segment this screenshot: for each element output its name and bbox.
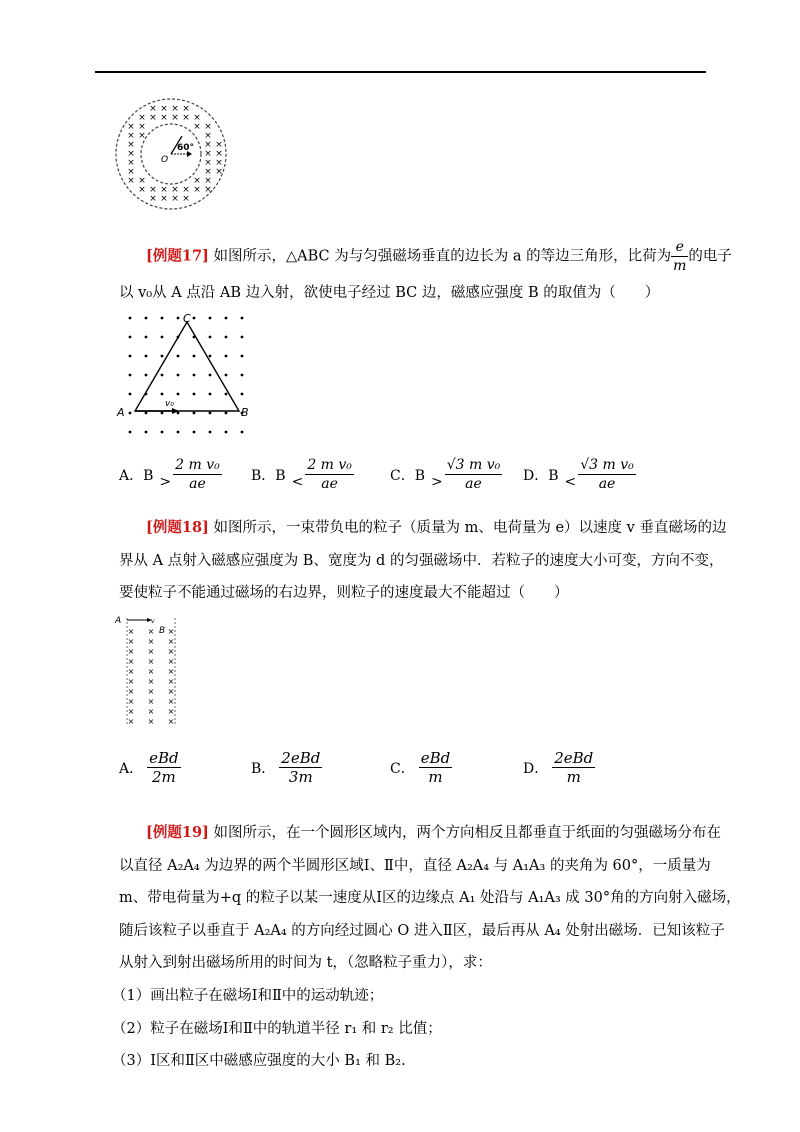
cross-mark: × <box>147 687 155 696</box>
field-dot <box>161 431 164 434</box>
ex19-question-3: （3）Ⅰ区和Ⅱ区中磁感应强度的大小 B₁ 和 B₂. <box>112 1053 406 1069</box>
ex18-option-b[interactable]: B． $\frac{\text{2eBd}}{3m}$ <box>251 749 321 786</box>
cross-mark: × <box>215 158 223 168</box>
cross-mark: × <box>204 158 212 168</box>
cross-mark: × <box>160 104 168 114</box>
field-dot <box>145 431 148 434</box>
field-dot <box>193 393 196 396</box>
cross-mark: × <box>167 627 175 636</box>
cross-mark: × <box>204 176 212 186</box>
cross-mark: × <box>127 687 135 696</box>
cross-mark: × <box>204 185 212 195</box>
field-dot <box>145 412 148 415</box>
field-dot <box>177 393 180 396</box>
ex17-option-c[interactable]: C．B > $\frac{\text{√3 m v₀}}{ae}$ <box>390 457 501 492</box>
field-dot <box>209 412 212 415</box>
ex17-text1: 如图所示，△ABC 为与匀强磁场垂直的边长为 a 的等边三角形，比荷为 <box>208 248 672 265</box>
cross-mark: × <box>147 707 155 716</box>
cross-mark: × <box>127 149 135 159</box>
cross-mark: × <box>147 647 155 656</box>
label-a: A <box>115 616 122 626</box>
field-dot <box>129 374 132 377</box>
field-dot <box>145 336 148 339</box>
cross-mark: × <box>171 185 179 195</box>
ex19-line1: [例题19] 如图所示，在一个圆形区域内，两个方向相反且都垂直于纸面的匀强磁场分布在 <box>146 824 722 841</box>
ex18-option-d[interactable]: D． $\frac{\text{2eBd}}{m}$ <box>523 749 594 786</box>
field-dot <box>145 355 148 358</box>
field-dot <box>209 393 212 396</box>
header-rule <box>95 71 706 73</box>
ex17-option-b[interactable]: B．B < $\frac{\text{2 m v₀}}{ae}$ <box>251 457 352 492</box>
field-dot <box>161 355 164 358</box>
cross-mark: × <box>167 697 175 706</box>
ex17-line2: 以 v₀从 A 点沿 AB 边入射，欲使电子经过 BC 边，磁感应强度 B 的取值为（ ） <box>119 285 660 301</box>
field-dot <box>161 393 164 396</box>
cross-mark: × <box>127 677 135 686</box>
ex19-line5: 从射入到射出磁场所用的时间为 t，（忽略粒子重力），求： <box>119 955 492 971</box>
label-c: C <box>183 312 191 325</box>
cross-mark: × <box>127 647 135 656</box>
cross-mark: × <box>193 113 201 123</box>
cross-mark: × <box>138 122 146 132</box>
cross-mark: × <box>138 131 146 141</box>
cross-mark: × <box>167 657 175 666</box>
ex17-ratio-den: m <box>673 258 687 274</box>
label-a: A <box>117 406 125 419</box>
cross-mark: × <box>215 167 223 177</box>
cross-mark: × <box>182 113 190 123</box>
cross-mark: × <box>167 667 175 676</box>
ex19-question-2: （2）粒子在磁场Ⅰ和Ⅱ中的轨道半径 r₁ 和 r₂ 比值； <box>112 1021 442 1037</box>
cross-mark: × <box>171 194 179 204</box>
label-v0: v₀ <box>165 399 174 409</box>
ex18-line3: 要使粒子不能通过磁场的右边界，则粒子的速度最大不能超过（ ） <box>119 585 569 601</box>
cross-mark: × <box>138 113 146 123</box>
field-dot <box>177 412 180 415</box>
angle-label: 60° <box>177 143 195 153</box>
cross-mark: × <box>215 149 223 159</box>
field-dot <box>209 374 212 377</box>
cross-mark: × <box>127 717 135 726</box>
cross-mark: × <box>182 185 190 195</box>
cross-mark: × <box>167 637 175 646</box>
field-dot <box>177 355 180 358</box>
cross-mark: × <box>127 131 135 141</box>
cross-mark: × <box>204 140 212 150</box>
cross-mark: × <box>147 637 155 646</box>
field-dot <box>209 431 212 434</box>
cross-mark: × <box>127 167 135 177</box>
field-dot <box>129 336 132 339</box>
ex18-tag: [例题18] <box>146 519 209 536</box>
field-dot <box>129 412 132 415</box>
cross-mark: × <box>149 194 157 204</box>
cross-mark: × <box>204 167 212 177</box>
cross-mark: × <box>182 194 190 204</box>
field-dot <box>177 431 180 434</box>
field-dot <box>145 317 148 320</box>
ex19-line2: 以直径 A₂A₄ 为边界的两个半圆形区域Ⅰ、Ⅱ中，直径 A₂A₄ 与 A₁A₃ 的夹角为 60°，一质量为 <box>119 858 711 874</box>
cross-mark: × <box>127 707 135 716</box>
ex17-text1b: 的电子 <box>688 248 732 265</box>
field-dot <box>225 412 228 415</box>
triangle-abc <box>135 322 239 411</box>
cross-mark: × <box>160 113 168 123</box>
cross-mark: × <box>167 717 175 726</box>
cross-mark: × <box>147 677 155 686</box>
ex17-option-a[interactable]: A．B > $\frac{\text{2 m v₀}}{ae}$ <box>119 457 220 492</box>
cross-mark: × <box>127 158 135 168</box>
strip-field-figure <box>113 612 183 730</box>
label-b: B <box>241 406 249 419</box>
cross-mark: × <box>149 113 157 123</box>
cross-mark: × <box>127 627 135 636</box>
cross-mark: × <box>160 194 168 204</box>
cross-mark: × <box>160 185 168 195</box>
field-dot <box>241 355 244 358</box>
field-dot <box>193 374 196 377</box>
label-b: B <box>159 626 166 636</box>
ex17-line1 <box>146 238 732 275</box>
field-dot <box>129 393 132 396</box>
cross-mark: × <box>171 104 179 114</box>
ex19-line4: 随后该粒子以垂直于 A₂A₄ 的方向经过圆心 O 进入Ⅱ区，最后再从 A₄ 处射出磁场．已知该粒子 <box>119 923 725 939</box>
field-dot <box>193 355 196 358</box>
cross-mark: × <box>147 657 155 666</box>
field-dot <box>177 317 180 320</box>
cross-mark: × <box>147 667 155 676</box>
field-dot <box>209 355 212 358</box>
field-dot <box>225 431 228 434</box>
field-dot <box>225 355 228 358</box>
cross-mark: × <box>167 707 175 716</box>
field-dot <box>193 317 196 320</box>
ex18-option-c[interactable]: C． $\frac{\text{eBd}}{m}$ <box>390 749 451 786</box>
cross-mark: × <box>193 176 201 186</box>
field-dot <box>225 393 228 396</box>
triangle-field-figure <box>113 308 263 443</box>
cross-mark: × <box>147 697 155 706</box>
ex18-option-a[interactable]: A． $\frac{\text{eBd}}{2m}$ <box>119 749 179 786</box>
field-dot <box>193 431 196 434</box>
field-dot <box>209 317 212 320</box>
cross-mark: × <box>127 697 135 706</box>
field-dot <box>161 412 164 415</box>
cross-mark: × <box>193 122 201 132</box>
ex19-question-1: （1）画出粒子在磁场Ⅰ和Ⅱ中的运动轨迹； <box>112 988 384 1004</box>
cross-mark: × <box>182 104 190 114</box>
field-dot <box>209 336 212 339</box>
field-dot <box>129 317 132 320</box>
field-dot <box>161 336 164 339</box>
field-dot <box>129 355 132 358</box>
field-dot <box>225 336 228 339</box>
cross-mark: × <box>167 687 175 696</box>
field-dot <box>193 412 196 415</box>
ex17-ratio-num: e <box>671 238 688 257</box>
field-dot <box>129 431 132 434</box>
field-dot <box>161 374 164 377</box>
cross-mark: × <box>215 140 223 150</box>
cross-mark: × <box>149 185 157 195</box>
field-crosses <box>128 627 175 726</box>
cross-mark: × <box>138 176 146 186</box>
cross-mark: × <box>127 176 135 186</box>
cross-mark: × <box>204 149 212 159</box>
field-dot <box>161 317 164 320</box>
cross-mark: × <box>127 122 135 132</box>
field-dot <box>241 393 244 396</box>
ex18-line2: 界从 A 点射入磁感应强度为 B、宽度为 d 的匀强磁场中．若粒子的速度大小可变，方向不变， <box>119 553 724 569</box>
cross-mark: × <box>167 677 175 686</box>
cross-mark: × <box>193 185 201 195</box>
cross-mark: × <box>127 637 135 646</box>
center-label: O <box>161 155 169 165</box>
field-dot <box>225 317 228 320</box>
cross-mark: × <box>147 717 155 726</box>
field-dot <box>241 431 244 434</box>
field-dot <box>241 374 244 377</box>
ex18-line1: [例题18] 如图所示，一束带负电的粒子（质量为 m、电荷量为 e）以速度 v 垂直磁场的边 <box>146 519 727 536</box>
field-dot <box>145 374 148 377</box>
ex19-tag: [例题19] <box>146 824 209 841</box>
cross-mark: × <box>167 647 175 656</box>
concentric-field-figure <box>108 92 234 216</box>
ex17-tag: [例题17] <box>146 247 209 265</box>
cross-mark: × <box>127 667 135 676</box>
cross-mark: × <box>127 140 135 150</box>
cross-mark: × <box>149 104 157 114</box>
cross-mark: × <box>147 627 155 636</box>
ex19-line3: m、带电荷量为+q 的粒子以某一速度从Ⅰ区的边缘点 A₁ 处沿与 A₁A₃ 成 30°角的方向射入磁场， <box>119 890 741 906</box>
cross-mark: × <box>204 122 212 132</box>
field-dot <box>177 374 180 377</box>
field-dot <box>241 317 244 320</box>
field-dot <box>225 374 228 377</box>
cross-mark: × <box>171 113 179 123</box>
field-dot <box>241 336 244 339</box>
cross-mark: × <box>138 185 146 195</box>
cross-mark: × <box>127 657 135 666</box>
label-v: v <box>151 618 155 625</box>
ex17-option-d[interactable]: D．B < $\frac{\text{√3 m v₀}}{ae}$ <box>523 457 634 492</box>
cross-mark: × <box>204 131 212 141</box>
field-dots <box>129 317 244 434</box>
